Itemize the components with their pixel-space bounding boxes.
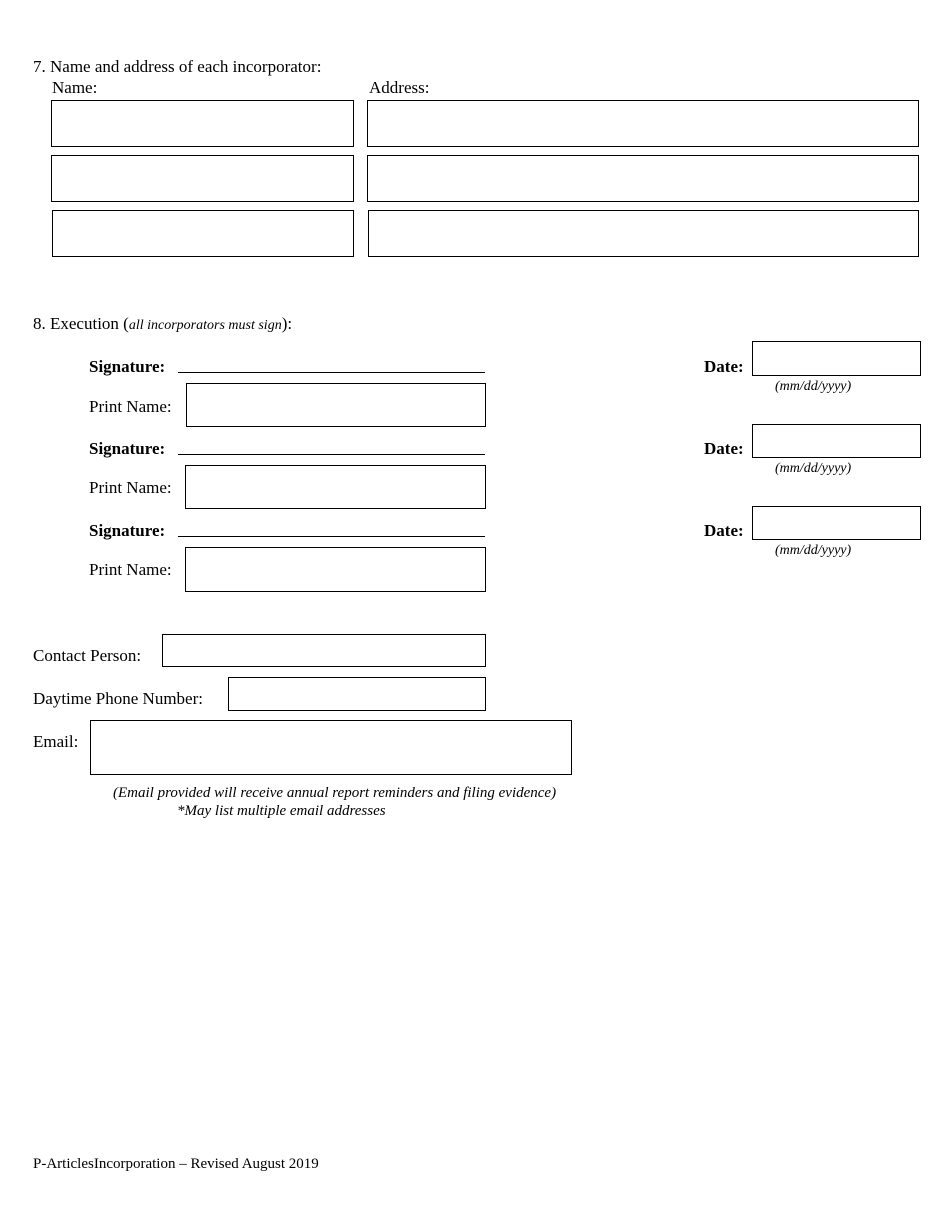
signature-line-2[interactable] [178,454,485,455]
address-column-label: Address: [369,78,430,97]
section8-heading-suffix: ): [281,314,293,333]
print-name-field-3[interactable] [185,547,486,592]
date-format-hint-1: (mm/dd/yyyy) [775,379,852,394]
incorporator-name-field-2[interactable] [51,155,354,202]
incorporator-address-field-2[interactable] [367,155,919,202]
date-label-1: Date: [704,357,744,376]
incorporator-address-field-3[interactable] [368,210,919,257]
name-column-label: Name: [52,78,98,97]
print-name-label-3: Print Name: [89,560,172,579]
section8-heading [33,314,292,336]
print-name-field-1[interactable] [186,383,486,427]
date-label-2: Date: [704,439,744,458]
incorporator-name-field-1[interactable] [51,100,354,147]
date-format-hint-3: (mm/dd/yyyy) [775,543,852,558]
section8-heading-note: all incorporators must sign [128,318,282,333]
print-name-label-2: Print Name: [89,478,172,497]
date-field-2[interactable] [752,424,921,458]
email-note-multiple: *May list multiple email addresses [177,803,386,819]
date-format-hint-2: (mm/dd/yyyy) [775,461,852,476]
signature-line-1[interactable] [178,372,485,373]
email-note: (Email provided will receive annual report reminders and filing evidence) [113,785,557,801]
date-field-3[interactable] [752,506,921,540]
date-label-3: Date: [704,521,744,540]
signature-label-3: Signature: [89,521,166,540]
phone-label: Daytime Phone Number: [33,689,203,708]
email-field[interactable] [90,720,572,775]
signature-label-1: Signature: [89,357,166,376]
print-name-label-1: Print Name: [89,397,172,416]
contact-person-field[interactable] [162,634,486,667]
incorporator-address-field-1[interactable] [367,100,919,147]
section8-heading-prefix: 8. Execution ( [33,314,129,333]
print-name-field-2[interactable] [185,465,486,509]
contact-person-label: Contact Person: [33,646,142,665]
email-label: Email: [33,732,79,751]
signature-line-3[interactable] [178,536,485,537]
phone-field[interactable] [228,677,486,711]
incorporator-name-field-3[interactable] [52,210,354,257]
date-field-1[interactable] [752,341,921,376]
signature-label-2: Signature: [89,439,166,458]
section7-heading: 7. Name and address of each incorporator: [33,57,322,76]
footer-revision: P-ArticlesIncorporation – Revised August 2019 [33,1156,319,1172]
